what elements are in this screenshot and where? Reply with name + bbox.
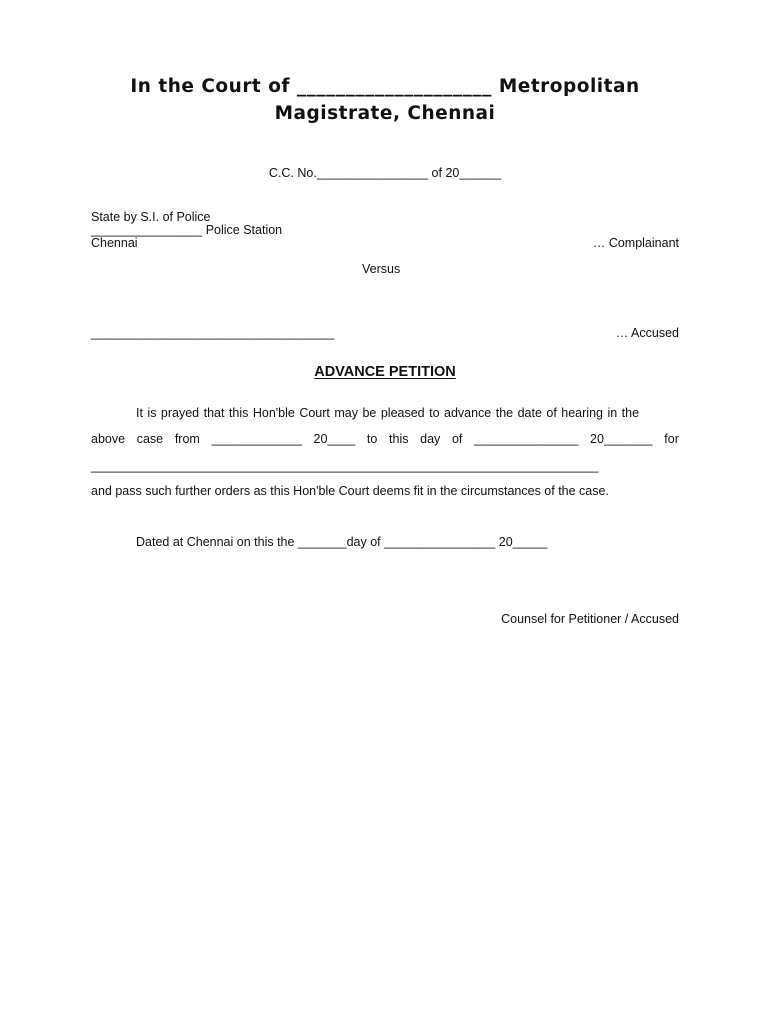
petition-word: above [91, 432, 126, 446]
petition-word: to [366, 432, 378, 446]
petition-word: of [451, 432, 463, 446]
court-title-line2: Magistrate, Chennai [274, 103, 496, 124]
petition-word: _______________ [474, 432, 579, 446]
petition-word: _____________ [211, 432, 302, 446]
petition-word: day [420, 432, 441, 446]
counsel-signature: Counsel for Petitioner / Accused [501, 612, 679, 626]
petition-body-line1: It is prayed that this Hon'ble Court may be pleased to advance the date of hearing in the [136, 406, 640, 420]
case-number: C.C. No.________________ of 20______ [268, 166, 502, 180]
versus-label: Versus [362, 262, 401, 276]
complainant-line1: State by S.I. of Police [91, 210, 211, 224]
complainant-line3: Chennai [91, 236, 138, 250]
accused-blank-line: ___________________________________ [91, 326, 335, 340]
petition-body-line4: and pass such further orders as this Hon'ble Court deems fit in the circumstances of the case. [91, 484, 609, 498]
court-title-line1: In the Court of ____________________ Metropolitan [130, 76, 640, 97]
petition-body-line2 [91, 432, 679, 446]
petition-word: this [389, 432, 409, 446]
petition-word: from [174, 432, 200, 446]
dated-line: Dated at Chennai on this the _______day of ________________ 20_____ [136, 535, 548, 549]
petition-word: for [664, 432, 679, 446]
complainant-line2: ________________ Police Station [91, 223, 283, 237]
petition-word: case [136, 432, 164, 446]
petition-word: 20____ [313, 432, 356, 446]
petition-body-line3: _________________________________________________________________________ [91, 459, 599, 473]
accused-label: … Accused [615, 326, 679, 340]
petition-heading: ADVANCE PETITION [314, 364, 456, 380]
complainant-label: … Complainant [592, 236, 679, 250]
petition-word: 20_______ [590, 432, 653, 446]
